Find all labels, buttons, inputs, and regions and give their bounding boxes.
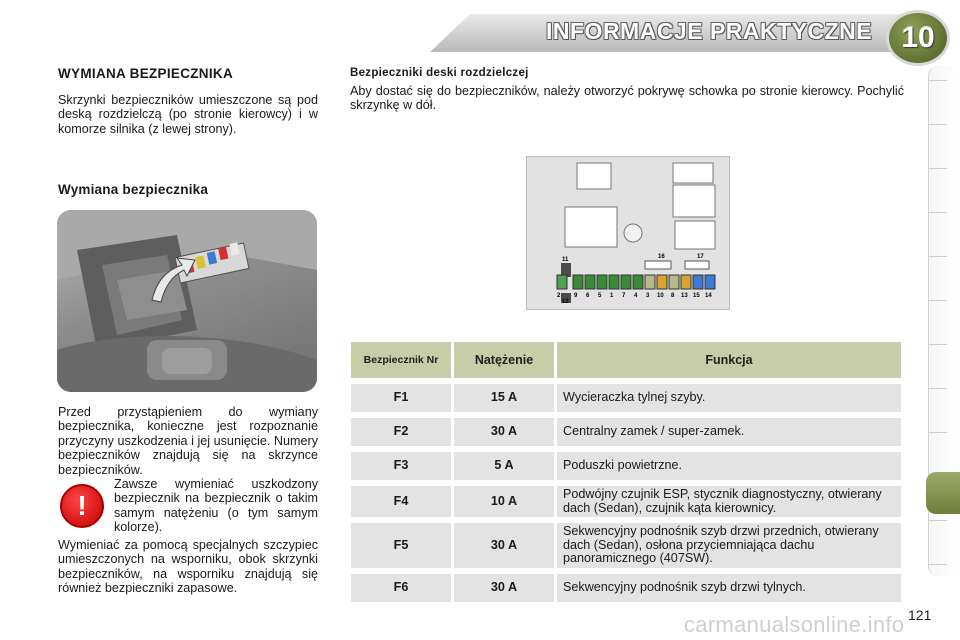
diagram-label: 3	[646, 293, 650, 299]
dashboard-fuses-intro: Aby dostać się do bezpieczników, należy otworzyć pokrywę schowka po stronie kierowcy. Pochylić skrzynkę w dół.	[350, 84, 904, 113]
table-header-row	[351, 342, 901, 378]
dashboard-fuses-title: Bezpieczniki deski rozdzielczej	[350, 67, 529, 79]
tab-divider	[929, 300, 947, 301]
tab-divider	[929, 432, 947, 433]
fuse-number-cell: F3	[351, 452, 451, 480]
table-row	[351, 418, 901, 446]
amperage-cell: 30 A	[454, 523, 554, 568]
function-cell: Wycieraczka tylnej szyby.	[557, 384, 901, 412]
page-header-title: INFORMACJE PRAKTYCZNE	[546, 18, 873, 44]
fuse-box-photo	[57, 210, 317, 392]
fuse-slot-row	[557, 275, 715, 289]
diagram-label: 2	[557, 293, 561, 299]
column-header-amperage: Natężenie	[454, 342, 554, 378]
warning-text: Zawsze wymieniać uszkodzony bezpiecznik na bezpiecznik o takim samym natężeniu (o tym samym kolorze).	[114, 477, 318, 535]
fuse-number-cell: F4	[351, 486, 451, 517]
fuse-number-cell: F1	[351, 384, 451, 412]
diagram-label: 12	[562, 299, 569, 305]
fuse-number-cell: F2	[351, 418, 451, 446]
table-row	[351, 384, 901, 412]
fuse-box-illustration	[57, 210, 317, 392]
tab-divider	[929, 80, 947, 81]
diagram-label: 4	[634, 293, 638, 299]
amperage-cell: 10 A	[454, 486, 554, 517]
tab-divider	[929, 344, 947, 345]
amperage-cell: 15 A	[454, 384, 554, 412]
tab-divider	[929, 168, 947, 169]
column-header-fuse-number: Bezpiecznik Nr	[351, 342, 451, 378]
table-row	[351, 452, 901, 480]
intro-paragraph: Skrzynki bezpieczników umieszczone są pod deską rozdzielczą (po stronie kierowcy) i w komorze silnika (z lewej strony).	[58, 93, 318, 136]
diagram-label: 16	[658, 254, 665, 260]
amperage-cell: 30 A	[454, 418, 554, 446]
chapter-badge: 10	[886, 10, 950, 66]
amperage-cell: 5 A	[454, 452, 554, 480]
replacement-paragraph: Przed przystąpieniem do wymiany bezpiecznika, konieczne jest rozpoznanie przyczyny uszkodzenia i jej usunięcie. Numery bezpieczników znajdują się na skrzynce bezpieczników.	[58, 405, 318, 477]
function-cell: Centralny zamek / super-zamek.	[557, 418, 901, 446]
section-title: WYMIANA BEZPIECZNIKA	[58, 66, 233, 81]
fuse-number-cell: F6	[351, 574, 451, 602]
page-number: 121	[908, 607, 932, 623]
tab-divider	[929, 256, 947, 257]
diagram-label: 10	[657, 293, 664, 299]
diagram-label: 11	[562, 257, 569, 263]
subsection-title: Wymiana bezpiecznika	[58, 182, 209, 197]
fuse-number-cell: F5	[351, 523, 451, 568]
fuse-layout-drawing	[527, 157, 729, 309]
table-row	[351, 523, 901, 568]
tab-divider	[929, 124, 947, 125]
watermark-text: carmanualsonline.info	[684, 612, 905, 637]
diagram-label: 5	[598, 293, 602, 299]
tab-divider	[929, 564, 947, 565]
tab-divider	[929, 520, 947, 521]
table-row	[351, 486, 901, 517]
diagram-label: 15	[693, 293, 700, 299]
diagram-label: 7	[622, 293, 626, 299]
exclamation-warning-icon: !	[60, 484, 104, 528]
table-row	[351, 574, 901, 602]
tweezers-paragraph: Wymieniać za pomocą specjalnych szczypiec umieszczonych na wsporniku, obok skrzynki bezpieczników, na wsporniku znajdują się również bezpieczniki zapasowe.	[58, 538, 318, 596]
fuse-table	[348, 336, 904, 608]
diagram-label: 9	[574, 293, 578, 299]
fuse-box-diagram	[526, 156, 730, 310]
diagram-label: 17	[697, 254, 704, 260]
function-cell: Podwójny czujnik ESP, stycznik diagnostyczny, otwierany dach (Sedan), czujnik kąta kierownicy.	[557, 486, 901, 517]
diagram-label: 8	[671, 293, 675, 299]
amperage-cell: 30 A	[454, 574, 554, 602]
diagram-label: 6	[586, 293, 590, 299]
diagram-label: 14	[705, 293, 712, 299]
function-cell: Sekwencyjny podnośnik szyb drzwi przednich, otwierany dach (Sedan), osłona przyciemniająca dachu panoramicznego (407SW).	[557, 523, 901, 568]
diagram-label: 13	[681, 293, 688, 299]
column-header-function: Funkcja	[557, 342, 901, 378]
diagram-label: 1	[610, 293, 614, 299]
side-tab-active-chapter[interactable]	[926, 472, 960, 514]
tab-divider	[929, 212, 947, 213]
function-cell: Sekwencyjny podnośnik szyb drzwi tylnych.	[557, 574, 901, 602]
tab-divider	[929, 388, 947, 389]
function-cell: Poduszki powietrzne.	[557, 452, 901, 480]
